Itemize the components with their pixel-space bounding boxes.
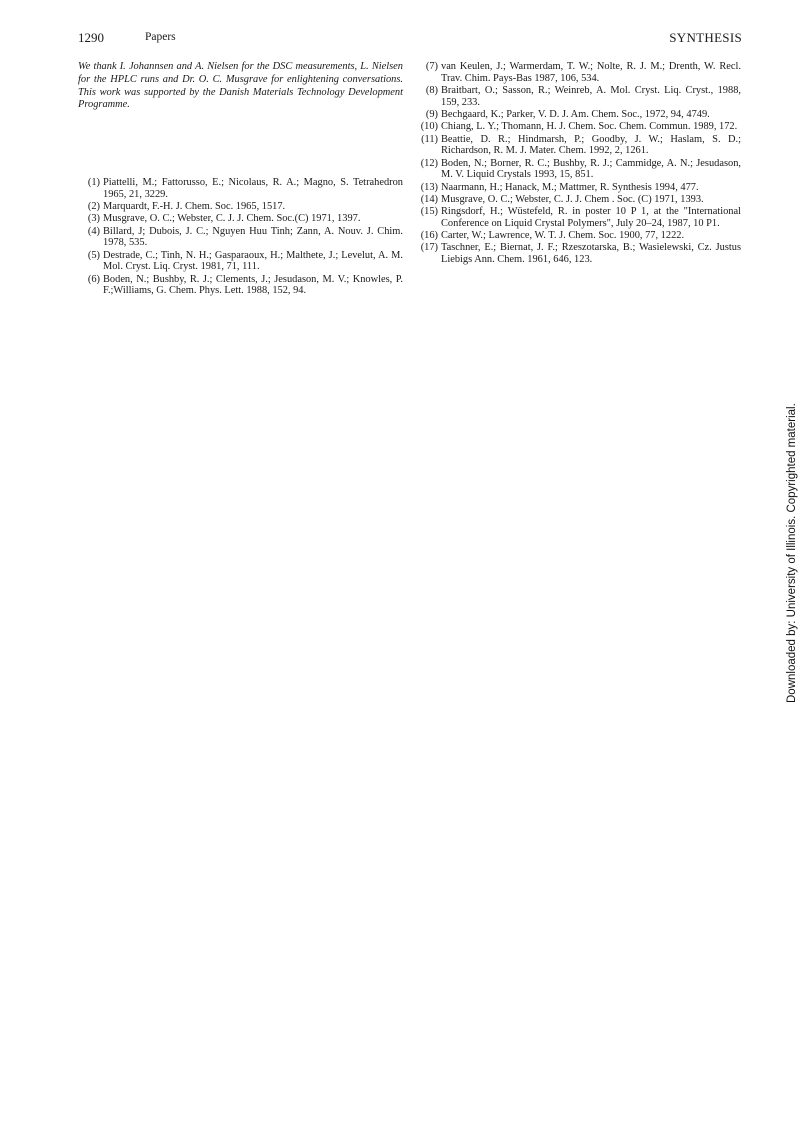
section-title: Papers [145,31,176,43]
reference-number: (15) [420,206,438,218]
reference-number: (17) [420,242,438,254]
reference-number: (3) [87,213,100,225]
reference-number: (4) [87,225,100,237]
reference-text: Musgrave, O. C.; Webster, C. J. J. Chem. Soc.(C) 1971, 1397. [103,213,361,225]
reference-item [416,194,741,206]
reference-text: Beattie, D. R.; Hindmarsh, P.; Goodby, J. W.; Haslam, S. D.; Richardson, R. M. J. Mater. Chem. 1992, 2, 1261. [441,133,741,157]
reference-text: van Keulen, J.; Warmerdam, T. W.; Nolte, R. J. M.; Drenth, W. Recl. Trav. Chim. Pays-Bas 1987, 106, 534. [441,61,741,84]
reference-item [416,109,741,121]
reference-number: (6) [87,273,100,285]
reference-number: (10) [420,121,438,133]
reference-text: Bechgaard, K.; Parker, V. D. J. Am. Chem. Soc., 1972, 94, 4749. [441,109,710,120]
reference-text: Boden, N.; Bushby, R. J.; Clements, J.; Jesudason, M. V.; Knowles, P. F.;Williams, G. Chem. Phys. Lett. 1988, 152, 94. [103,273,403,297]
reference-number: (14) [420,193,438,205]
reference-text: Taschner, E.; Biernat, J. F.; Rzeszotarska, B.; Wasielewski, Cz. Justus Liebigs Ann. Chem. 1961, 646, 123. [441,242,741,266]
reference-item [78,213,403,225]
reference-item [416,230,741,242]
reference-item [416,61,741,84]
reference-item [416,121,741,133]
reference-text: Marquardt, F.-H. J. Chem. Soc. 1965, 1517. [103,201,286,212]
reference-text: Destrade, C.; Tinh, N. H.; Gasparaoux, H.; Malthete, J.; Levelut, A. M. Mol. Cryst. Liq. Cryst. 1981, 71, 111. [103,249,403,273]
reference-text: Carter, W.; Lawrence, W. T. J. Chem. Soc. 1900, 77, 1222. [441,230,685,242]
reference-item [416,85,741,108]
reference-item [416,206,741,229]
reference-item [78,274,403,297]
reference-number: (11) [421,133,438,145]
reference-number: (1) [87,177,100,188]
references-left-column [78,177,403,298]
reference-text: Chiang, L. Y.; Thomann, H. J. Chem. Soc. Chem. Commun. 1989, 172. [441,121,738,133]
reference-number: (13) [420,181,438,193]
reference-text: Piattelli, M.; Fattorusso, E.; Nicolaus, R. A.; Magno, S. Tetrahedron 1965, 21, 3229. [103,177,403,200]
reference-item [416,134,741,157]
reference-number: (2) [87,201,100,212]
reference-number: (7) [425,61,438,72]
journal-name: SYNTHESIS [669,30,742,45]
reference-item [78,177,403,200]
page-number: 1290 [78,30,104,45]
reference-text: Musgrave, O. C.; Webster, C. J. J. Chem . Soc. (C) 1971, 1393. [441,193,704,205]
reference-number: (16) [420,230,438,242]
reference-number: (5) [87,249,100,261]
acknowledgment: We thank I. Johannsen and A. Nielsen for the DSC measurements, L. Nielsen for the HPLC runs and Dr. O. C. Musgrave for enlightening conversations. This work was supported by the Danish Materials Technology Development Programme. [78,61,403,111]
download-watermark: Downloaded by: University of Illinois. Copyrighted material. [786,403,798,703]
reference-number: (12) [420,157,438,169]
reference-number: (9) [425,109,438,120]
reference-text: Ringsdorf, H.; Wüstefeld, R. in poster 10 P 1, at the "International Conference on Liquid Crystal Polymers", July 20–24, 1987, 10 P1. [441,206,741,229]
reference-text: Braitbart, O.; Sasson, R.; Weinreb, A. Mol. Cryst. Liq. Cryst., 1988, 159, 233. [441,85,741,108]
reference-text: Boden, N.; Borner, R. C.; Bushby, R. J.; Cammidge, A. N.; Jesudason, M. V. Liquid Crystals 1993, 15, 851. [441,157,741,181]
page-header [78,30,742,48]
reference-text: Naarmann, H.; Hanack, M.; Mattmer, R. Synthesis 1994, 477. [441,181,699,193]
reference-item [78,250,403,273]
reference-text: Billard, J; Dubois, J. C.; Nguyen Huu Tinh; Zann, A. Nouv. J. Chim. 1978, 535. [103,225,403,249]
reference-item [416,242,741,265]
references-right-column [416,61,741,266]
reference-item [78,201,403,213]
reference-item [78,226,403,249]
reference-item [416,158,741,181]
reference-item [416,182,741,194]
reference-number: (8) [425,85,438,96]
